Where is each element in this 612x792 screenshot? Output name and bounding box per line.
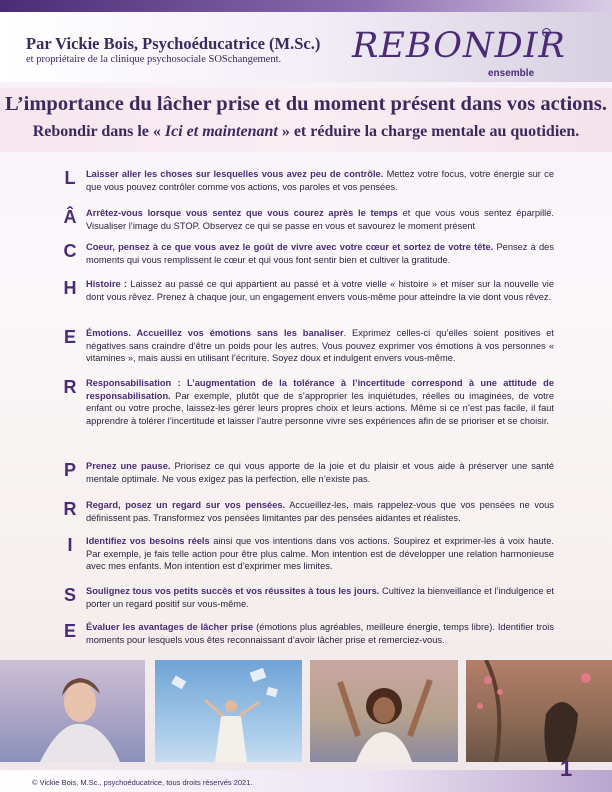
item-text: Identifiez vos besoins réels ainsi que vos intentions dans vos actions. Soupirez et exprimer-les à voix haute. Par exemple, je fais telle action pour être plus calme. Mon intention est de développer une relation harmonieuse avec mes enfants. Mon intention est d’exprimer mes limites. — [86, 536, 554, 572]
logo-degree-icon — [542, 28, 551, 37]
logo-wordmark: REBONDIR — [352, 26, 566, 66]
top-accent-bar — [0, 0, 612, 12]
logo-subtitle: ensemble — [488, 68, 535, 79]
photo-woman-eyes-closed — [0, 660, 145, 762]
item-text: Responsabilisation : L’augmentation de la tolérance à l’incertitude correspond à une attitude de responsabilisation. Par exemple, plutôt que de s’approprier les inquiétudes, réelles ou imaginées, de votre enfant ou votre proche, laissez-les gérer leurs propres choix et leurs actions. Même si ce n’est pas facile, il faut apprendre à tolérer l’incertitude et laisser l’autre personne vivre ses expériences afin de se prioriser et se choisir. — [86, 378, 554, 426]
author-subtitle: et propriétaire de la clinique psychosociale SOSchangement. — [26, 54, 282, 65]
acrostic-letter: P — [63, 460, 76, 480]
item-text: Coeur, pensez à ce que vous avez le goût de vivre avec votre cœur et sortez de votre tête. Pensez à des moments qui vous remplissent le cœur et qui vous font sentir bien et cultiver la gratitude. — [86, 242, 554, 265]
item-text: Évaluer les avantages de lâcher prise (émotions plus agréables, meilleure énergie, temps libre). Identifier trois moments pour lesquels vous êtes reconnaissant d’avoir lâcher prise et remerciez-vous. — [86, 622, 554, 645]
acrostic-letter: R — [63, 377, 77, 397]
item-text: Prenez une pause. Priorisez ce qui vous apporte de la joie et du plaisir et vous aide à préserver une santé mentale optimale. Ne vous exigez pas la perfection, elle n’existe pas. — [86, 461, 555, 484]
page-number: 1 — [560, 756, 573, 781]
item-text: Histoire : Laissez au passé ce qui appartient au passé et à votre vielle « histoire » et miser sur la nouvelle vie dont vous rêvez. Prenez à chaque jour, un engagement envers vous-même pour atteindre la vie dont vous rêvez. — [86, 279, 554, 302]
photo-woman-near-blossoms — [466, 660, 612, 762]
photo-woman-raising-arms — [310, 660, 458, 762]
item-text: Laisser aller les choses sur lesquelles vous avez peu de contrôle. Mettez votre focus, votre énergie sur ce que vous pouvez contrôler comme vos actions, vos paroles et vos pensées. — [86, 169, 554, 192]
acrostic-letter: C — [63, 241, 77, 261]
photo-woman-arms-open — [155, 660, 302, 762]
acrostic-letter: R — [63, 499, 77, 519]
acrostic-letter: E — [63, 327, 76, 347]
page-subtitle: Rebondir dans le « Ici et maintenant » et réduire la charge mentale au quotidien. — [32, 123, 580, 140]
acrostic-letter: E — [63, 621, 76, 641]
subtitle-emphasis: Ici et maintenant — [164, 123, 278, 140]
photo-strip — [0, 660, 612, 762]
author-title: Par Vickie Bois, Psychoéducatrice (M.Sc.) — [26, 34, 321, 53]
rebondir-logo — [352, 26, 566, 86]
acrostic-letter: I — [67, 535, 73, 555]
item-text: Regard, posez un regard sur vos pensées. Accueillez-les, mais rappelez-vous que vos pensées ne vous définissent pas. Transformez vos pensées limitantes par des pensées aidantes et réalistes. — [86, 500, 554, 523]
acrostic-letter: S — [63, 585, 76, 605]
acrostic-letter: Â — [63, 207, 77, 227]
item-text: Arrêtez-vous lorsque vous sentez que vous courez après le temps et que vous vous sentez éparpillé. Visualiser l’image du STOP. Observez ce qui se passe en vous et savourez le moment présent — [86, 208, 554, 231]
acrostic-letter: H — [63, 278, 77, 298]
item-text: Soulignez tous vos petits succès et vos réussites à tous les jours. Cultivez la bienveillance et l’indulgence et porter un regard positif sur vous-même. — [86, 586, 554, 609]
copyright-text: © Vickie Bois, M.Sc., psychoéducatrice, tous droits réservés 2021. — [32, 778, 253, 787]
item-text: Émotions. Accueillez vos émotions sans les banaliser. Exprimez celles-ci qu’elles soient positives et négatives sans craindre d’être un poids pour les autres. Vous pouvez exprimer vos émotions à vos personnes « vitamines », mais aussi en utilisant l’écriture. Soyez doux et indulgent envers vous-même. — [86, 328, 554, 364]
acrostic-letter: L — [64, 168, 76, 188]
page-title: L’importance du lâcher prise et du moment présent dans vos actions. — [5, 93, 607, 115]
